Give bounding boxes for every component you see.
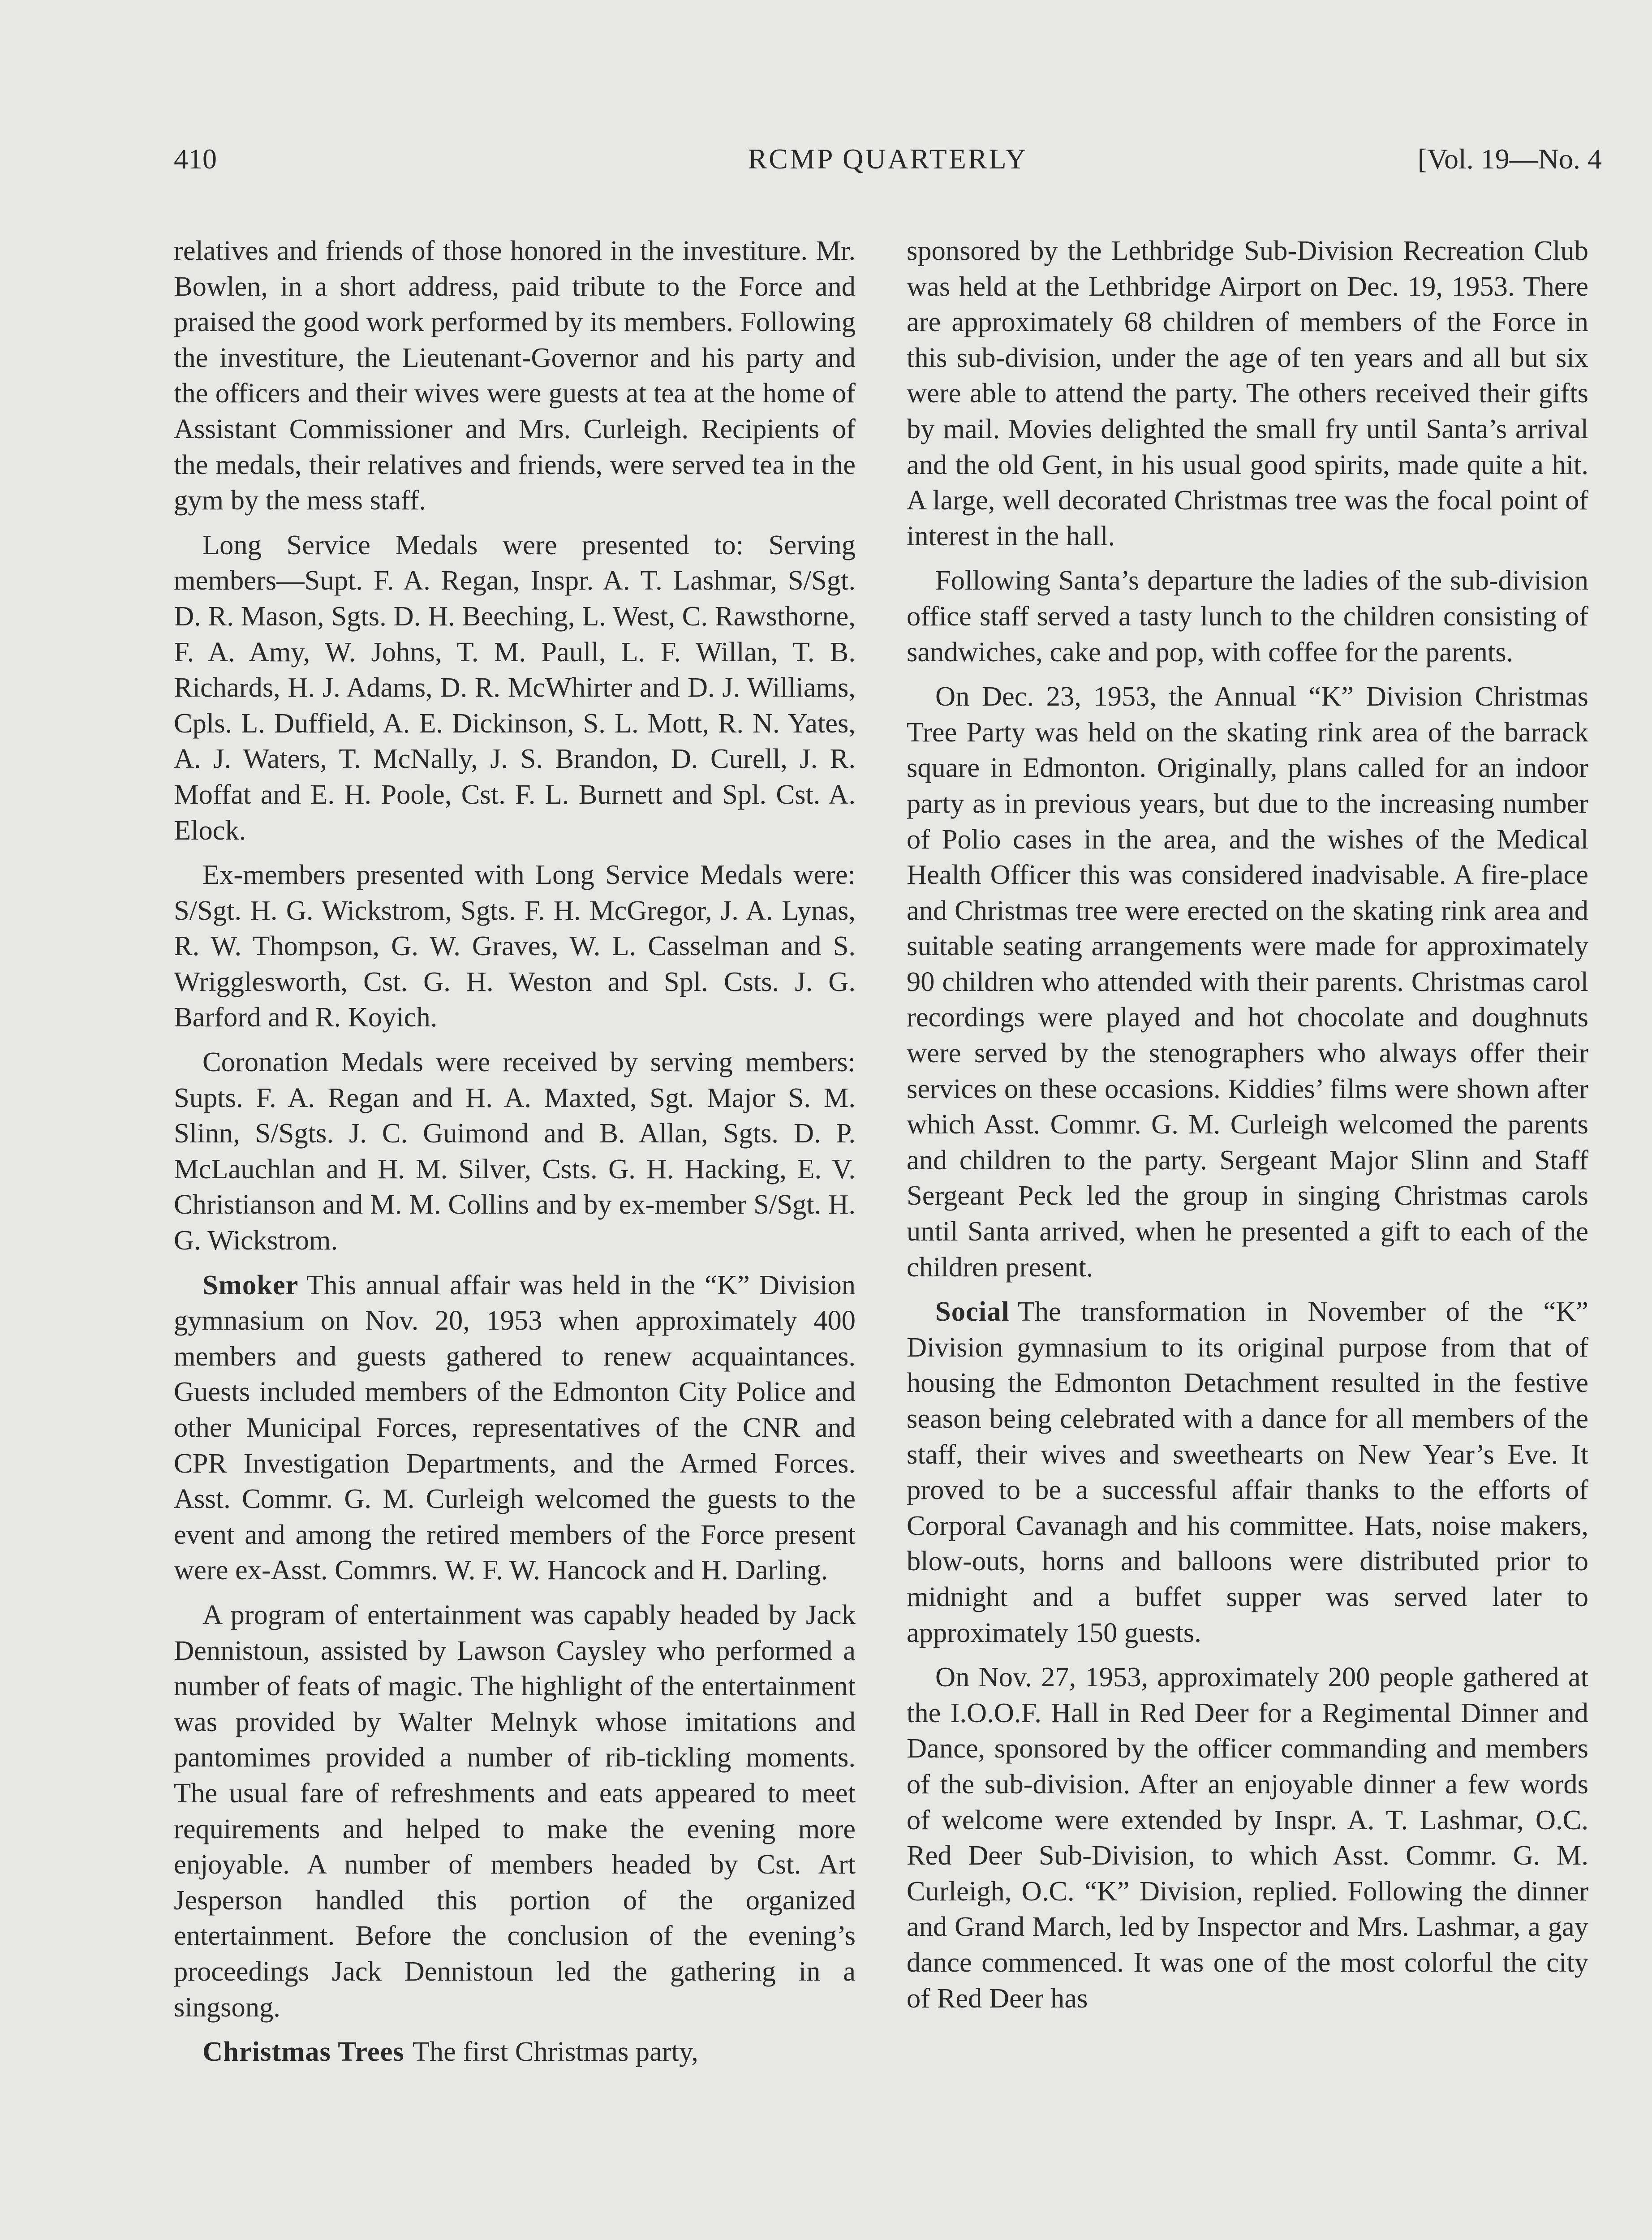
section-paragraph — [907, 1294, 1588, 1650]
paragraph-text: The transformation in November of the “K” Division gymnasium to its original purpose from that of housing the Edmonton Detachment resulted in the festive season being celebrated with a dance for all members of the staff, their wives and sweethearts on New Year’s Eve. It proved to be a successful affair thanks to the efforts of Corporal Cavanagh and his committee. Hats, noise makers, blow-outs, horns and balloons were distributed prior to midnight and a buffet supper was served later to approximately 150 guests. — [907, 1296, 1588, 1648]
paragraph: Following Santa’s departure the ladies of the sub-division office staff served a tasty lunch to the children consisting of sandwiches, cake and pop, with coffee for the parents. — [907, 564, 1588, 668]
left-column — [174, 233, 856, 2070]
issue-label: [Vol. 19—No. 4 — [1417, 143, 1602, 175]
paragraph: On Nov. 27, 1953, approximately 200 people gathered at the I.O.O.F. Hall in Red Deer for a Regimental Dinner and Dance, sponsored by the officer commanding and members of the sub-division. After an enjoyable dinner a few words of welcome were extended by Inspr. A. T. Lashmar, O.C. Red Deer Sub-Division, to which Asst. Commr. G. M. Curleigh, O.C. “K” Division, replied. Following the dinner and Grand March, led by Inspector and Mrs. Lashmar, a gay dance commenced. It was one of the most colorful the city of Red Deer has — [907, 1661, 1588, 2014]
paragraph: relatives and friends of those honored in the investiture. Mr. Bowlen, in a short address, paid tribute to the Force and praised the good work performed by its members. Following the investiture, the Lieutenant-Governor and his party and the officers and their wives were guests at tea at the home of Assistant Commissioner and Mrs. Curleigh. Recipients of the medals, their relatives and friends, were served tea in the gym by the mess staff. — [174, 235, 856, 516]
page-header — [174, 142, 1602, 183]
paragraph: Long Service Medals were presented to: Serving members—Supt. F. A. Regan, Inspr. A. T. Lashmar, S/Sgt. D. R. Mason, Sgts. D. H. Beeching, L. West, C. Rawsthorne, F. A. Amy, W. Johns, T. M. Paull, L. F. Willan, T. B. Richards, H. J. Adams, D. R. McWhirter and D. J. Williams, Cpls. L. Duffield, A. E. Dickinson, S. L. Mott, R. N. Yates, A. J. Waters, T. McNally, J. S. Brandon, D. Curell, J. R. Moffat and E. H. Poole, Cst. F. L. Burnett and Spl. Cst. A. Elock. — [174, 529, 856, 846]
paragraph: Coronation Medals were received by serving members: Supts. F. A. Regan and H. A. Maxted, Sgt. Major S. M. Slinn, S/Sgts. J. C. Guimond and B. Allan, Sgts. D. P. McLauchlan and H. M. Silver, Csts. G. H. Hacking, E. V. Christianson and M. M. Collins and by ex-member S/Sgt. H. G. Wickstrom. — [174, 1046, 856, 1256]
right-column — [907, 233, 1588, 2016]
journal-title: RCMP QUARTERLY — [748, 143, 1028, 175]
section-heading-social: Social — [935, 1296, 1010, 1327]
page-number: 410 — [174, 143, 217, 175]
section-paragraph — [174, 2034, 856, 2070]
section-heading-christmas-trees: Christmas Trees — [202, 2036, 404, 2068]
paragraph: A program of entertainment was capably headed by Jack Dennistoun, assisted by Lawson Caysley who performed a number of feats of magic. The highlight of the entertainment was provided by Walter Melnyk whose imitations and pantomimes provided a number of rib-tickling moments. The usual fare of refreshments and eats appeared to meet requirements and helped to make the evening more enjoyable. A number of members headed by Cst. Art Jesperson handled this portion of the organized entertainment. Before the conclusion of the evening’s proceedings Jack Dennistoun led the gathering in a singsong. — [174, 1598, 856, 2023]
section-paragraph — [174, 1267, 856, 1588]
paragraph-text: The first Christmas party, — [412, 2036, 698, 2068]
section-heading-smoker: Smoker — [202, 1269, 299, 1301]
paragraph-text: This annual affair was held in the “K” Division gymnasium on Nov. 20, 1953 when approximately 400 members and guests gathered to renew acquaintances. Guests included members of the Edmonton City Police and other Municipal Forces, representatives of the CNR and CPR Investigation Departments, and the Armed Forces. Asst. Commr. G. M. Curleigh welcomed the guests to the event and among the retired members of the Force present were ex-Asst. Commrs. W. F. W. Hancock and H. Darling. — [174, 1269, 856, 1586]
paragraph: sponsored by the Lethbridge Sub-Division Recreation Club was held at the Lethbridge Airport on Dec. 19, 1953. There are approximately 68 children of members of the Force in this sub-division, under the age of ten years and all but six were able to attend the party. The others received their gifts by mail. Movies delighted the small fry until Santa’s arrival and the old Gent, in his usual good spirits, made quite a hit. A large, well decorated Christmas tree was the focal point of interest in the hall. — [907, 235, 1588, 551]
paragraph: On Dec. 23, 1953, the Annual “K” Division Christmas Tree Party was held on the skating rink area of the barrack square in Edmonton. Originally, plans called for an indoor party as in previous years, but due to the increasing number of Polio cases in the area, and the wishes of the Medical Health Officer this was considered inadvisable. A fire-place and Christmas tree were erected on the skating rink area and suitable seating arrangements were made for approximately 90 children who attended with their parents. Christmas carol recordings were played and hot chocolate and doughnuts were served by the stenographers who always offer their services on these occasions. Kiddies’ films were shown after which Asst. Commr. G. M. Curleigh welcomed the parents and children to the party. Sergeant Major Slinn and Staff Sergeant Peck led the group in singing Christmas carols until Santa arrived, when he presented a gift to each of the children present. — [907, 681, 1588, 1283]
paragraph: Ex-members presented with Long Service Medals were: S/Sgt. H. G. Wickstrom, Sgts. F. H. McGregor, J. A. Lynas, R. W. Thompson, G. W. Graves, W. L. Casselman and S. Wrigglesworth, Cst. G. H. Weston and Spl. Csts. J. G. Barford and R. Koyich. — [174, 859, 856, 1033]
